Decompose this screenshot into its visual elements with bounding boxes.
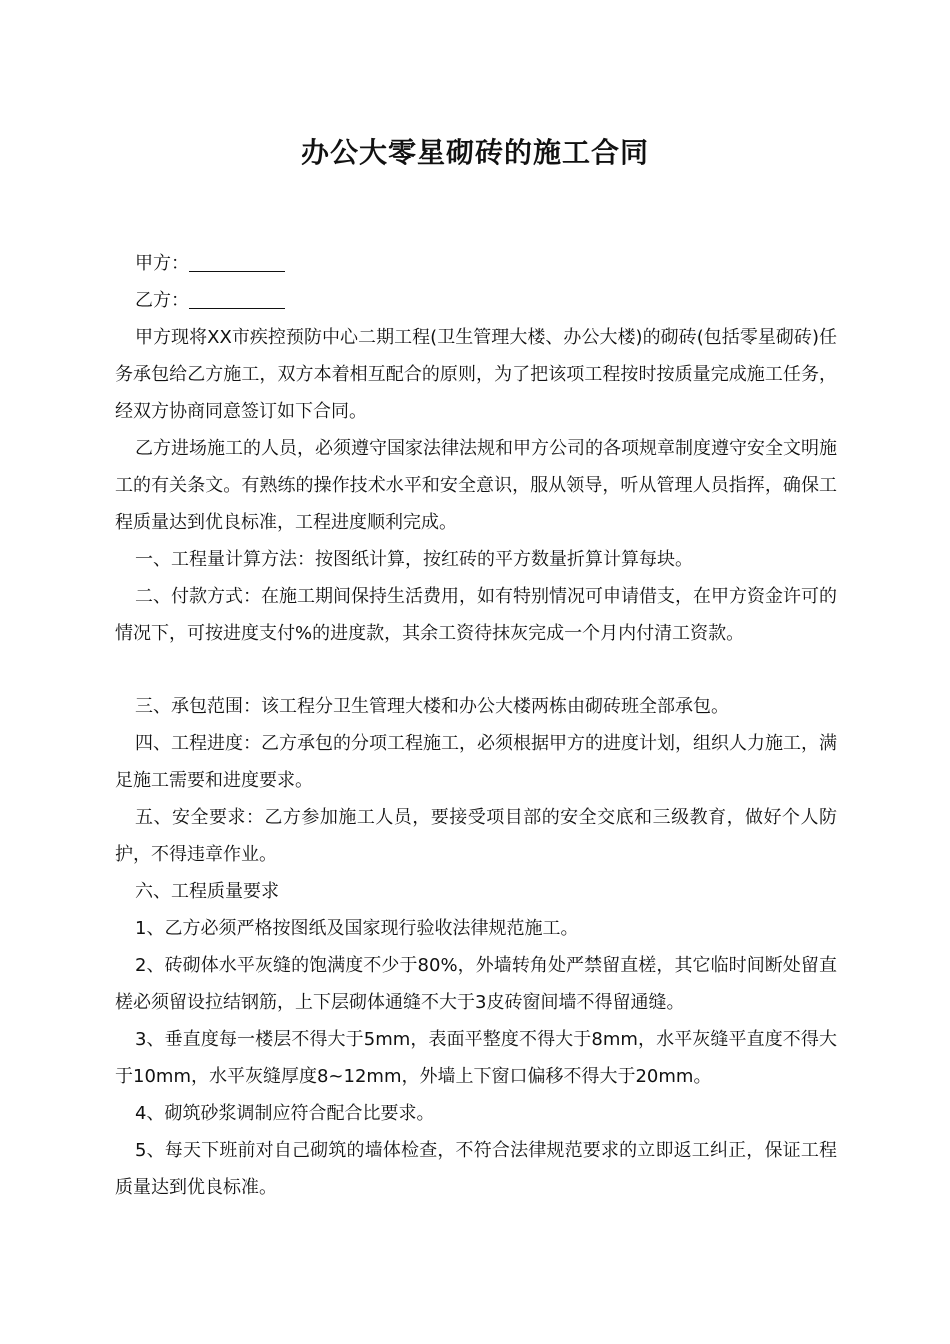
quality-item-1: 1、乙方必须严格按图纸及国家现行验收法律规范施工。 (135, 918, 579, 939)
quality-item-5: 5、每天下班前对自己砌筑的墙体检查，不符合法律规范要求的立即返工纠正，保证工程质量达到优良标准。 (115, 1140, 837, 1198)
quality-item-2: 2、砖砌体水平灰缝的饱满度不少于80%，外墙转角处严禁留直槎，其它临时间断处留直槎必须留设拉结钢筋，上下层砌体通缝不大于3皮砖窗间墙不得留通缝。 (115, 955, 837, 1013)
party-a-line (115, 245, 837, 282)
clause-5: 五、安全要求：乙方参加施工人员，要接受项目部的安全交底和三级教育，做好个人防护，不得违章作业。 (115, 807, 837, 865)
party-b-line (115, 282, 837, 319)
clause-3: 三、承包范围：该工程分卫生管理大楼和办公大楼两栋由砌砖班全部承包。 (135, 696, 729, 717)
quality-item-3: 3、垂直度每一楼层不得大于5mm，表面平整度不得大于8mm，水平灰缝平直度不得大于10mm，水平灰缝厚度8~12mm，外墙上下窗口偏移不得大于20mm。 (115, 1029, 837, 1087)
clause-6: 六、工程质量要求 (135, 881, 279, 902)
document-title: 办公大零星砌砖的施工合同 (300, 136, 649, 169)
party-a-blank (189, 251, 285, 272)
paragraph-gap (115, 652, 837, 688)
party-a-label: 甲方： (135, 253, 189, 274)
document-body (115, 245, 837, 1206)
personnel-paragraph: 乙方进场施工的人员，必须遵守国家法律法规和甲方公司的各项规章制度遵守安全文明施工的有关条文。有熟练的操作技术水平和安全意识，服从领导，听从管理人员指挥，确保工程质量达到优良标准，工程进度顺利完成。 (115, 438, 837, 533)
clause-2: 二、付款方式：在施工期间保持生活费用，如有特别情况可申请借支，在甲方资金许可的情况下，可按进度支付%的进度款，其余工资待抹灰完成一个月内付清工资款。 (115, 586, 837, 644)
party-b-blank (189, 288, 285, 309)
quality-item-4: 4、砌筑砂浆调制应符合配合比要求。 (135, 1103, 435, 1124)
intro-paragraph: 甲方现将XX市疾控预防中心二期工程(卫生管理大楼、办公大楼)的砌砖(包括零星砌砖)任务承包给乙方施工，双方本着相互配合的原则，为了把该项工程按时按质量完成施工任务，经双方协商同意签订如下合同。 (115, 327, 837, 422)
clause-1: 一、工程量计算方法：按图纸计算，按红砖的平方数量折算计算每块。 (135, 549, 693, 570)
party-b-label: 乙方： (135, 290, 189, 311)
clause-4: 四、工程进度：乙方承包的分项工程施工，必须根据甲方的进度计划，组织人力施工，满足施工需要和进度要求。 (115, 733, 837, 791)
